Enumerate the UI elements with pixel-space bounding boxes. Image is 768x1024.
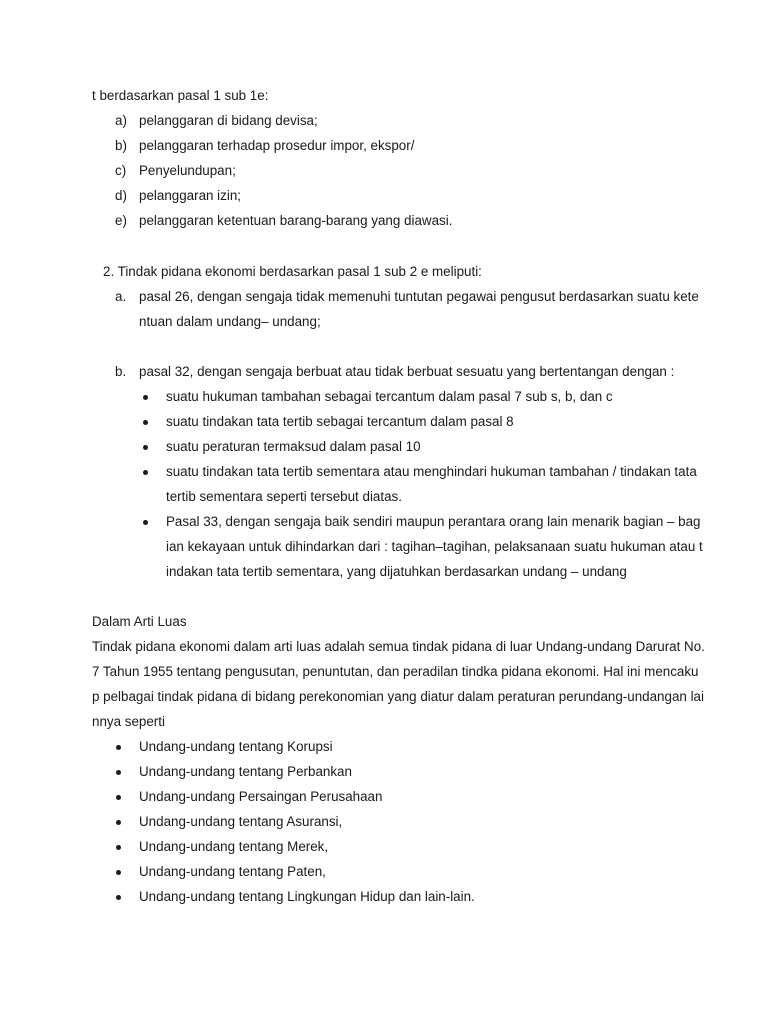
intro-line: t berdasarkan pasal 1 sub 1e: (92, 88, 269, 103)
bullet-dot (116, 770, 121, 775)
list-marker: d) (115, 188, 127, 203)
bullet-dot (116, 870, 121, 875)
item-marker: a. (115, 289, 127, 304)
bullet-dot (143, 420, 148, 425)
item-line: ntuan dalam undang– undang; (139, 314, 321, 329)
numbered-point: 2. Tindak pidana ekonomi berdasarkan pasal 1 sub 2 e meliputi: (103, 264, 482, 279)
bullet-line: suatu hukuman tambahan sebagai tercantum dalam pasal 7 sub s, b, dan c (166, 389, 613, 404)
law-item: Undang-undang tentang Merek, (139, 839, 329, 854)
bullet-line: ian kekayaan untuk dihindarkan dari : tagihan–tagihan, pelaksanaan suatu hukuman atau t (166, 539, 703, 554)
bullet-line: tertib sementara seperti tersebut diatas. (166, 489, 402, 504)
bullet-dot (143, 470, 148, 475)
section-heading: Dalam Arti Luas (92, 614, 187, 629)
list-item: Penyelundupan; (139, 163, 236, 178)
paragraph-line: Tindak pidana ekonomi dalam arti luas adalah semua tindak pidana di luar Undang-undang Darurat No. (92, 639, 705, 654)
list-item: pelanggaran terhadap prosedur impor, ekspor/ (139, 138, 415, 153)
list-marker: e) (115, 213, 127, 228)
bullet-line: suatu tindakan tata tertib sebagai tercantum dalam pasal 8 (166, 414, 514, 429)
law-item: Undang-undang tentang Asuransi, (139, 814, 343, 829)
bullet-line: suatu peraturan termaksud dalam pasal 10 (166, 439, 421, 454)
paragraph-line: 7 Tahun 1955 tentang pengusutan, penuntutan, dan peradilan tindka pidana ekonomi. Hal ini mencaku (92, 664, 699, 679)
item-line: pasal 32, dengan sengaja berbuat atau tidak berbuat sesuatu yang bertentangan dengan : (139, 364, 675, 379)
bullet-dot (116, 895, 121, 900)
bullet-dot (143, 520, 148, 525)
bullet-dot (116, 795, 121, 800)
bullet-dot (116, 820, 121, 825)
item-line: pasal 26, dengan sengaja tidak memenuhi tuntutan pegawai pengusut berdasarkan suatu kete (139, 289, 699, 304)
list-item: pelanggaran ketentuan barang-barang yang diawasi. (139, 213, 453, 228)
law-item: Undang-undang tentang Paten, (139, 864, 326, 879)
bullet-line: indakan tata tertib sementara, yang dijatuhkan berdasarkan undang – undang (166, 564, 627, 579)
list-marker: a) (115, 113, 127, 128)
law-item: Undang-undang tentang Perbankan (139, 764, 352, 779)
paragraph-line: nnya seperti (92, 714, 165, 729)
list-item: pelanggaran di bidang devisa; (139, 113, 318, 128)
list-marker: c) (115, 163, 127, 178)
law-item: Undang-undang tentang Korupsi (139, 739, 333, 754)
law-item: Undang-undang tentang Lingkungan Hidup dan lain-lain. (139, 889, 475, 904)
bullet-dot (116, 745, 121, 750)
list-item: pelanggaran izin; (139, 188, 241, 203)
list-marker: b) (115, 138, 127, 153)
bullet-dot (116, 845, 121, 850)
law-item: Undang-undang Persaingan Perusahaan (139, 789, 383, 804)
bullet-line: suatu tindakan tata tertib sementara atau menghindari hukuman tambahan / tindakan tata (166, 464, 697, 479)
paragraph-line: p pelbagai tindak pidana di bidang perekonomian yang diatur dalam peraturan perundang-undangan lai (92, 689, 704, 704)
bullet-line: Pasal 33, dengan sengaja baik sendiri maupun perantara orang lain menarik bagian – bag (166, 514, 701, 529)
bullet-dot (143, 445, 148, 450)
item-marker: b. (115, 364, 127, 379)
bullet-dot (143, 395, 148, 400)
